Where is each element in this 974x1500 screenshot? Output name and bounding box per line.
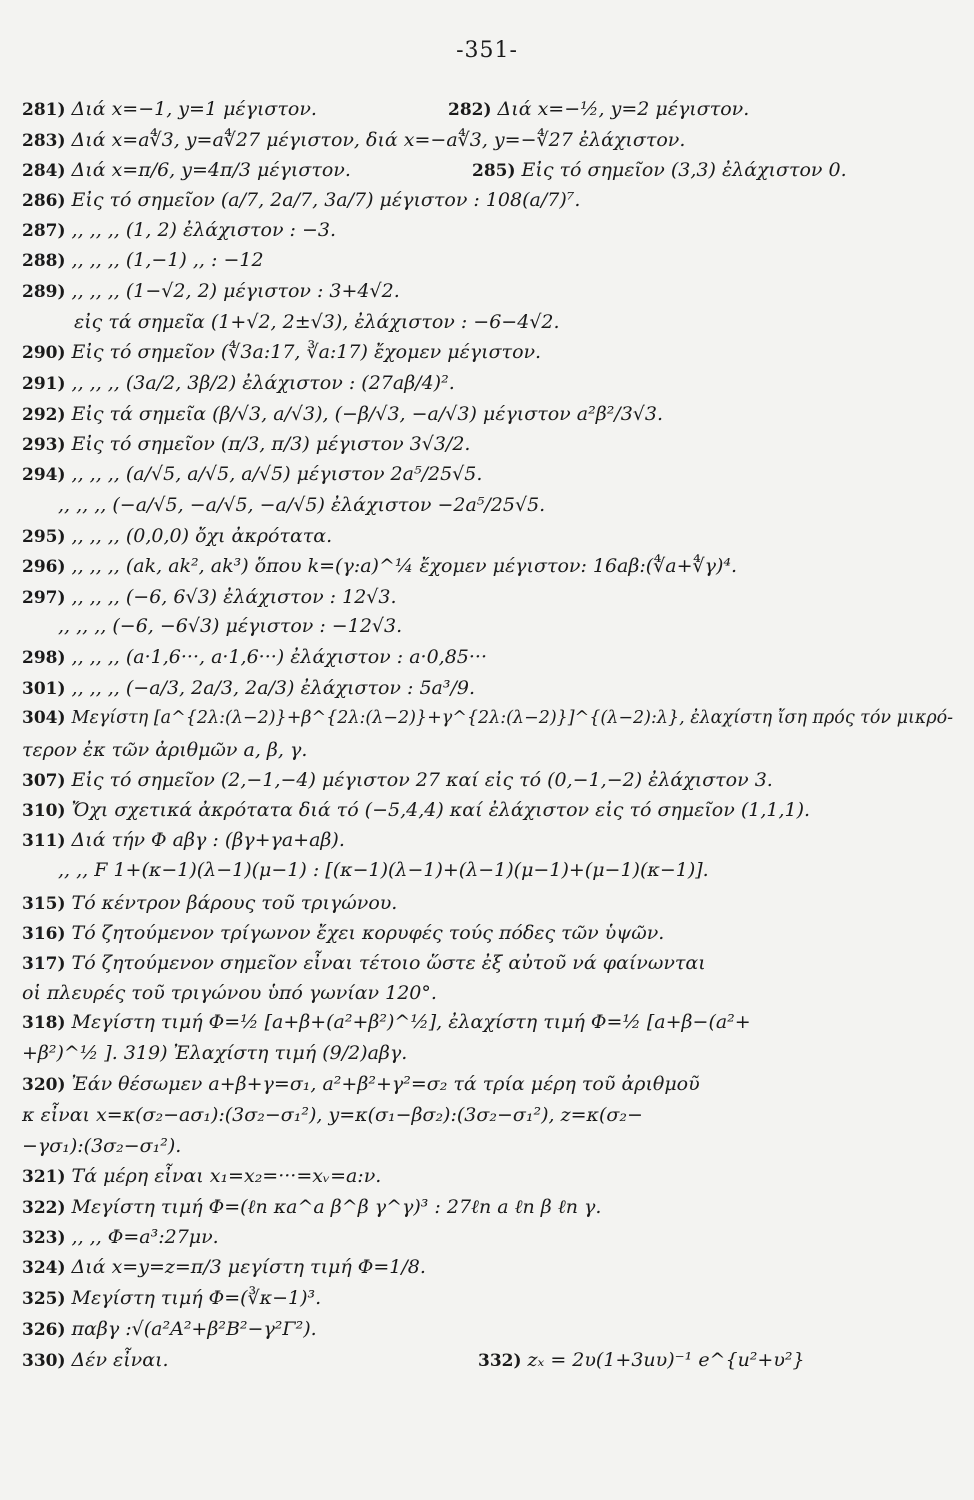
answer-number: 292) xyxy=(22,405,66,425)
answer-number: 322) xyxy=(22,1198,66,1218)
answer-line xyxy=(22,401,663,428)
answer-line xyxy=(22,737,307,763)
answer-line xyxy=(22,1040,407,1066)
answer-number: 315) xyxy=(22,894,66,914)
answer-line xyxy=(22,584,397,611)
answer-line xyxy=(22,187,580,214)
answer-line xyxy=(22,705,953,731)
answer-text: ,, ,, ,, (ak, ak², ak³) ὅπου k=(γ:a)^¼ ἔχομεν μέγιστον: 16aβ:(∜a+∜γ)⁴. xyxy=(71,555,738,577)
answer-text: Εἰς τό σημεῖον (a/7, 2a/7, 3a/7) μέγιστον : 108(a/7)⁷. xyxy=(71,189,581,211)
answer-number: 289) xyxy=(22,282,66,302)
answer-text: +β²)^½ ]. 319) Ἐλαχίστη τιμή (9/2)aβγ. xyxy=(22,1042,408,1064)
answer-number: 311) xyxy=(22,831,66,851)
page-number: -351- xyxy=(456,38,518,63)
answer-text: Εἰς τά σημεῖα (β/√3, a/√3), (−β/√3, −a/√3) μέγιστον a²β²/3√3. xyxy=(71,403,664,425)
answer-text: Ὄχι σχετικά ἀκρότατα διά τό (−5,4,4) καί ἐλάχιστον εἰς τό σημεῖον (1,1,1). xyxy=(71,799,811,821)
answer-text: Διά x=−1, y=1 μέγιστον. xyxy=(71,98,317,120)
answer-number: 317) xyxy=(22,954,66,974)
answer-text: ,, ,, ,, (0,0,0) ὄχι ἀκρότατα. xyxy=(71,525,333,547)
answer-number: 332) xyxy=(478,1351,522,1371)
answer-number: 281) xyxy=(22,100,66,120)
answer-text: Ἐάν θέσωμεν a+β+γ=σ₁, a²+β²+γ²=σ₂ τά τρία μέρη τοῦ ἀριθμοῦ xyxy=(71,1073,700,1095)
answer-line xyxy=(22,553,737,580)
answer-text: Δέν εἶναι. xyxy=(71,1349,169,1371)
answer-text: Διά x=−½, y=2 μέγιστον. xyxy=(497,98,750,120)
answer-line xyxy=(22,431,470,458)
answer-number: 307) xyxy=(22,771,66,791)
answer-number: 284) xyxy=(22,161,66,181)
answer-text: εἰς τά σημεῖα (1+√2, 2±√3), ἐλάχιστον : −6−4√2. xyxy=(74,311,560,333)
answer-text: Τό ζητούμενον τρίγωνον ἔχει κορυφές τούς πόδες τῶν ὑψῶν. xyxy=(71,922,665,944)
answer-number: 301) xyxy=(22,679,66,699)
answer-line xyxy=(22,523,332,550)
answer-text: Τό κέντρον βάρους τοῦ τριγώνου. xyxy=(71,892,398,914)
answer-line xyxy=(22,127,685,154)
answer-number: 285) xyxy=(472,161,516,181)
answer-number: 297) xyxy=(22,588,66,608)
answer-line xyxy=(22,1316,317,1343)
answer-number: 290) xyxy=(22,343,66,363)
answer-text: Διά τήν Φ aβγ : (βγ+γa+aβ). xyxy=(71,829,345,851)
answer-text: Διά x=a∜3, y=a∜27 μέγιστον, διά x=−a∜3, y=−∜27 ἐλάχιστον. xyxy=(71,129,686,151)
answer-text: κ εἶναι x=κ(σ₂−aσ₁):(3σ₂−σ₁²), y=κ(σ₁−βσ₂):(3σ₂−σ₁²), z=κ(σ₂− xyxy=(22,1104,643,1126)
answer-text: Τό ζητούμενον σημεῖον εἶναι τέτοιο ὥστε ἐξ αὐτοῦ νά φαίνωνται xyxy=(71,952,706,974)
answer-number: 323) xyxy=(22,1228,66,1248)
answer-number: 286) xyxy=(22,191,66,211)
answer-line xyxy=(472,157,847,184)
answer-text: Εἰς τό σημεῖον (3,3) ἐλάχιστον 0. xyxy=(521,159,847,181)
answer-text: ,, ,, ,, (1−√2, 2) μέγιστον : 3+4√2. xyxy=(71,280,400,302)
answer-line xyxy=(22,890,397,917)
answer-text: Μεγίστη τιμή Φ=(ℓn κa^a β^β γ^γ)³ : 27ℓn a ℓn β ℓn γ. xyxy=(71,1196,602,1218)
answer-line xyxy=(448,96,749,123)
answer-number: 288) xyxy=(22,251,66,271)
answer-line xyxy=(22,767,773,794)
answer-number: 298) xyxy=(22,648,66,668)
answer-line xyxy=(22,1102,643,1128)
answer-number: 282) xyxy=(448,100,492,120)
answer-text: ,, ,, F 1+(κ−1)(λ−1)(μ−1) : [(κ−1)(λ−1)+(λ−1)(μ−1)+(μ−1)(κ−1)]. xyxy=(58,859,709,881)
answer-text: Μεγίστη τιμή Φ=(∛κ−1)³. xyxy=(71,1287,322,1309)
answer-line xyxy=(22,370,455,397)
answer-text: ,, ,, ,, (a/√5, a/√5, a/√5) μέγιστον 2a⁵/25√5. xyxy=(71,463,483,485)
answer-line xyxy=(22,1194,601,1221)
answer-text: τερον ἐκ τῶν ἀριθμῶν a, β, γ. xyxy=(22,739,308,761)
answer-line xyxy=(22,247,264,274)
answer-number: 304) xyxy=(22,708,66,728)
answer-line xyxy=(22,980,437,1006)
answer-number: 310) xyxy=(22,801,66,821)
answer-text: ,, ,, Φ=a³:27μν. xyxy=(71,1226,219,1248)
answer-number: 318) xyxy=(22,1013,66,1033)
answer-text: Διά x=π/6, y=4π/3 μέγιστον. xyxy=(71,159,351,181)
answer-number: 316) xyxy=(22,924,66,944)
answer-number: 325) xyxy=(22,1289,66,1309)
answer-text: Εἰς τό σημεῖον (2,−1,−4) μέγιστον 27 καί εἰς τό (0,−1,−2) ἐλάχιστον 3. xyxy=(71,769,773,791)
answer-line xyxy=(22,920,664,947)
answer-line xyxy=(22,644,487,671)
answer-number: 321) xyxy=(22,1167,66,1187)
answer-line xyxy=(22,1285,321,1312)
answer-line xyxy=(22,1224,219,1251)
answer-number: 291) xyxy=(22,374,66,394)
answer-text: Μεγίστη τιμή Φ=½ [a+β+(a²+β²)^½], ἐλαχίστη τιμή Φ=½ [a+β−(a²+ xyxy=(71,1011,751,1033)
answer-text: Εἰς τό σημεῖον (∜3a:17, ∛a:17) ἔχομεν μέγιστον. xyxy=(71,341,542,363)
answer-text: Μεγίστη [a^{2λ:(λ−2)}+β^{2λ:(λ−2)}+γ^{2λ:(λ−2)}]^{(λ−2):λ}, ἐλαχίστη ἴση πρός τόν μικρό- xyxy=(71,708,954,728)
answer-line xyxy=(22,1071,700,1098)
answer-text: ,, ,, ,, (1,−1) ,, : −12 xyxy=(71,249,264,271)
answer-line xyxy=(22,827,345,854)
answer-text: −γσ₁):(3σ₂−σ₁²). xyxy=(22,1135,182,1157)
answer-line xyxy=(22,1163,381,1190)
answer-line xyxy=(58,492,545,518)
answer-line xyxy=(22,278,400,305)
answer-number: 324) xyxy=(22,1258,66,1278)
answer-number: 294) xyxy=(22,465,66,485)
answer-number: 326) xyxy=(22,1320,66,1340)
answer-text: ,, ,, ,, (−6, 6√3) ἐλάχιστον : 12√3. xyxy=(71,586,397,608)
answer-text: ,, ,, ,, (1, 2) ἐλάχιστον : −3. xyxy=(71,219,337,241)
answer-text: ,, ,, ,, (−a/√5, −a/√5, −a/√5) ἐλάχιστον −2a⁵/25√5. xyxy=(58,494,546,516)
answer-line xyxy=(22,96,317,123)
answer-line xyxy=(22,1254,426,1281)
answer-text: ,, ,, ,, (3a/2, 3β/2) ἐλάχιστον : (27aβ/4)². xyxy=(71,372,455,394)
answer-line xyxy=(22,339,541,366)
answer-text: Τά μέρη εἶναι x₁=x₂=···=xᵥ=a:ν. xyxy=(71,1165,382,1187)
answer-line xyxy=(22,1133,181,1159)
answer-number: 293) xyxy=(22,435,66,455)
answer-number: 296) xyxy=(22,557,66,577)
answer-text: ,, ,, ,, (a·1,6···, a·1,6···) ἐλάχιστον : a·0,85··· xyxy=(71,646,488,668)
answer-line xyxy=(74,309,560,335)
answer-line xyxy=(22,1009,751,1036)
answer-text: ,, ,, ,, (−a/3, 2a/3, 2a/3) ἐλάχιστον : 5a³/9. xyxy=(71,677,476,699)
answer-text: Διά x=y=z=π/3 μεγίστη τιμή Φ=1/8. xyxy=(71,1256,426,1278)
answer-number: 295) xyxy=(22,527,66,547)
answer-line xyxy=(22,157,351,184)
answer-text: ,, ,, ,, (−6, −6√3) μέγιστον : −12√3. xyxy=(58,615,403,637)
answer-number: 330) xyxy=(22,1351,66,1371)
answer-text: zₓ = 2υ(1+3uυ)⁻¹ e^{u²+υ²} xyxy=(527,1349,805,1371)
answer-number: 320) xyxy=(22,1075,66,1095)
answer-line xyxy=(58,613,402,639)
answer-number: 287) xyxy=(22,221,66,241)
answer-text: οἱ πλευρές τοῦ τριγώνου ὑπό γωνίαν 120°. xyxy=(22,982,437,1004)
answer-text: παβγ :√(a²A²+β²B²−γ²Γ²). xyxy=(71,1318,317,1340)
answer-line xyxy=(22,797,810,824)
answer-line xyxy=(22,1347,169,1374)
answer-line xyxy=(58,857,709,883)
answer-text: Εἰς τό σημεῖον (π/3, π/3) μέγιστον 3√3/2. xyxy=(71,433,471,455)
answer-line xyxy=(22,217,336,244)
answer-line xyxy=(478,1347,805,1374)
answer-line xyxy=(22,950,706,977)
answer-number: 283) xyxy=(22,131,66,151)
answer-line xyxy=(22,675,475,702)
answer-line xyxy=(22,461,482,488)
